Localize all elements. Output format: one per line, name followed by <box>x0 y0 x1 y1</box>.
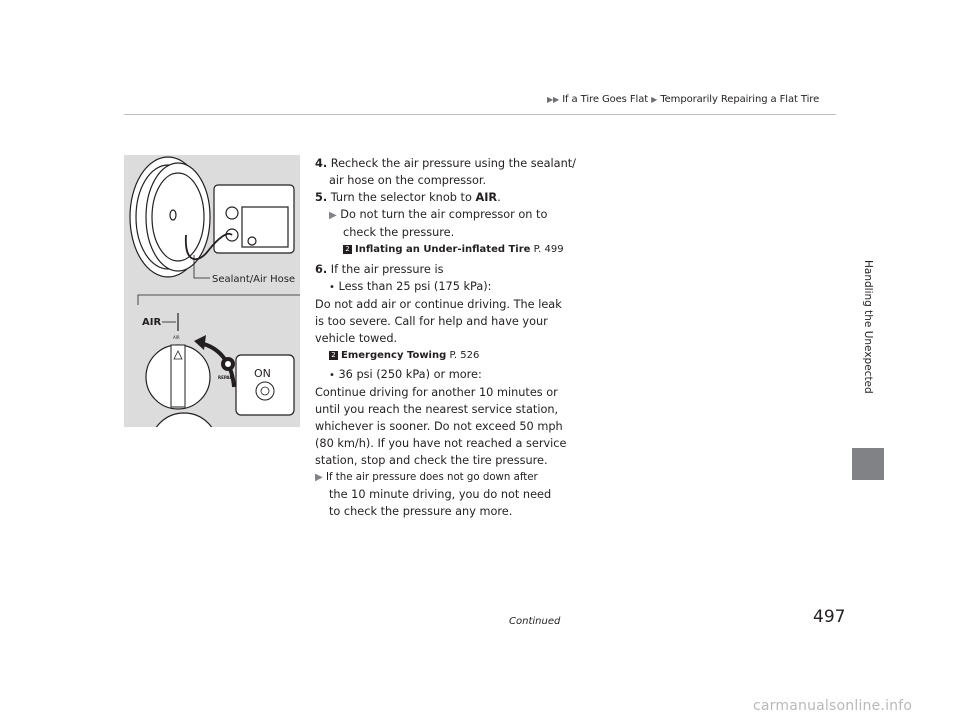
step-5-sub-cont <box>315 224 565 241</box>
body-text: whichever is sooner. Do not exceed 50 mph <box>315 420 563 433</box>
reference-icon: 2 <box>343 245 352 254</box>
bullet-text: Less than 25 psi (175 kPa): <box>338 280 492 293</box>
bullet-high-sub-cont <box>315 503 565 520</box>
breadcrumb-section[interactable]: If a Tire Goes Flat <box>562 94 649 105</box>
triangle-arrow-icon: ▶ <box>329 210 337 221</box>
selector-knob-icon[interactable] <box>146 345 210 409</box>
step-text: Turn the selector knob to <box>330 191 476 204</box>
section-tab-marker <box>852 448 884 480</box>
breadcrumb-arrow-icon: ▶▶ <box>547 95 560 104</box>
bullet-low-pressure <box>315 278 565 296</box>
step-number: 5. <box>315 191 328 204</box>
header-divider <box>124 114 836 115</box>
instructions-column <box>315 155 576 520</box>
cross-reference-link[interactable] <box>315 241 565 258</box>
bullet-icon: • <box>329 370 335 381</box>
air-label: AIR <box>142 317 162 328</box>
breadcrumb-topic[interactable]: Temporarily Repairing a Flat Tire <box>660 94 820 105</box>
step-text: If the air pressure is <box>330 263 444 276</box>
bullet-high-pressure <box>315 366 565 384</box>
body-text: until you reach the nearest service station, <box>315 403 559 416</box>
reference-title[interactable]: Inflating an Under-inflated Tire <box>355 244 531 255</box>
bullet-text: 36 psi (250 kPa) or more: <box>338 368 482 381</box>
bullet-icon: • <box>329 282 335 293</box>
triangle-arrow-icon: ▶ <box>315 472 323 483</box>
bullet-high-text <box>315 384 565 401</box>
section-side-label <box>854 260 882 440</box>
step-5 <box>315 189 565 206</box>
watermark: carmanualsonline.info <box>753 698 913 714</box>
bullet-low-text <box>315 296 565 313</box>
compressor-illustration <box>124 155 300 427</box>
continued-label: Continued <box>509 616 561 627</box>
reference-page[interactable]: P. 499 <box>533 244 564 255</box>
bullet-high-sub-cont <box>315 486 565 503</box>
sealant-repair-badge-icon <box>218 357 235 380</box>
sealant-air-hose-label: Sealant/Air Hose <box>212 274 296 285</box>
section-side-label-text: Handling the Unexpected <box>862 260 874 394</box>
body-text: is too severe. Call for help and have your <box>315 315 548 328</box>
step-6 <box>315 261 565 278</box>
on-button-icon[interactable] <box>236 355 294 415</box>
bullet-low-text <box>315 313 565 330</box>
step-4 <box>315 155 576 172</box>
reference-title[interactable]: Emergency Towing <box>341 350 447 361</box>
selector-panel <box>138 295 300 427</box>
cross-reference-link[interactable] <box>315 347 565 364</box>
bullet-high-sub <box>315 469 565 486</box>
step-4-cont <box>315 172 565 189</box>
bullet-high-text <box>315 401 565 418</box>
body-text: If the air pressure does not go down after <box>325 472 538 483</box>
on-label: ON <box>254 367 271 380</box>
page-number: 497 <box>813 607 846 627</box>
compressor-illustration-svg <box>124 155 300 427</box>
body-text: the 10 minute driving, you do not need <box>329 488 552 501</box>
compressor-unit-icon <box>214 185 294 253</box>
air-setting-text: AIR <box>475 191 498 204</box>
step-number: 6. <box>315 263 328 276</box>
body-text: Continue driving for another 10 minutes or <box>315 386 558 399</box>
bullet-low-text <box>315 330 565 347</box>
body-text: station, stop and check the tire pressure. <box>315 454 548 467</box>
step-text: . <box>497 191 501 204</box>
step-text: Recheck the air pressure using the sealant/ <box>330 157 576 170</box>
bullet-high-text <box>315 452 565 469</box>
bullet-high-text <box>315 418 565 435</box>
breadcrumb <box>547 94 819 105</box>
step-text: Do not turn the air compressor on to <box>340 208 548 221</box>
repair-label: REPAIR <box>218 375 235 380</box>
step-number: 4. <box>315 157 328 170</box>
bullet-high-text <box>315 435 565 452</box>
step-text: air hose on the compressor. <box>329 174 487 187</box>
body-text: Do not add air or continue driving. The leak <box>315 298 562 311</box>
pressure-dial-icon <box>150 413 218 427</box>
body-text: to check the pressure any more. <box>329 505 513 518</box>
body-text: vehicle towed. <box>315 332 398 345</box>
reference-icon: 2 <box>329 351 338 360</box>
reference-page[interactable]: P. 526 <box>449 350 480 361</box>
step-5-sub <box>315 206 565 224</box>
breadcrumb-arrow-icon: ▶ <box>651 95 658 104</box>
air-small-label: AIR <box>173 335 180 340</box>
step-text: check the pressure. <box>343 226 455 239</box>
body-text: (80 km/h). If you have not reached a service <box>315 437 567 450</box>
